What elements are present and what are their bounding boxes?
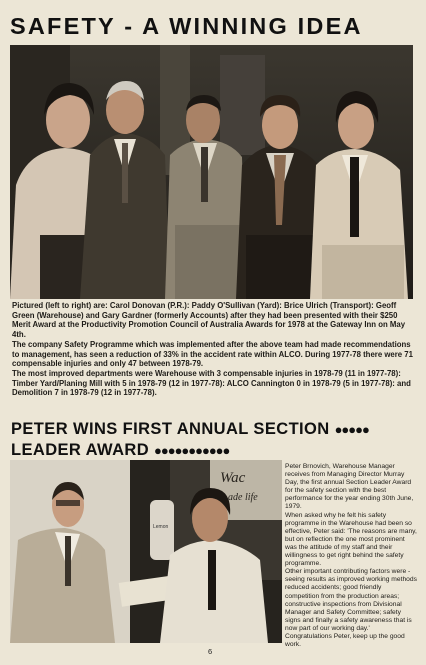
article-headline: SAFETY - A WINNING IDEA (10, 13, 363, 39)
caption-paragraph: The company Safety Programme which was implemented after the above team had made recommendations to management, has seen a reduction of 33% in the accident rate within ALCO. During 1977-78 there were 71 compensable injuries and only 47 between 1978-79. (12, 339, 413, 369)
sign-text: Wac (220, 470, 246, 486)
award-story (285, 463, 417, 649)
story-paragraph: Congratulations Peter, keep up the good work. (285, 632, 405, 649)
section-award-headline (11, 419, 417, 461)
bottle-display (150, 500, 174, 560)
sign-subtext: ade life (228, 492, 258, 503)
bullet-dots: ●●●●●●●●●●● (154, 443, 230, 458)
award-photo (10, 460, 282, 643)
headline-text: LEADER AWARD (11, 441, 150, 459)
photo-caption (12, 301, 415, 398)
bottle-label: Lemon (153, 524, 169, 530)
headline-line-2 (11, 440, 417, 461)
caption-paragraph: The most improved departments were Warehouse with 3 compensable injuries in 1978-79 (11 in 1977-78): Timber Yard/Planing Mill with 5 in 1978-79 (12 in 1977-78): ALCO Cannington 0 in 1978-79 (5 in 1977-78): and Demolition 7 in 1978-79 (12 in 1977-78). (12, 368, 411, 398)
story-paragraph: When asked why he felt his safety programme in the Warehouse had been so effective, Peter said: 'The reasons are many, but on reflection the one most prominent was the attitude of my staff and their willingness to get right behind the safety programme. (285, 511, 417, 568)
group-photo (10, 45, 413, 299)
headline-text: PETER WINS FIRST ANNUAL SECTION (11, 420, 330, 438)
caption-paragraph: Pictured (left to right) are: Carol Donovan (P.R.): Paddy O'Sullivan (Yard): Brice Ulrich (Transport): Geoff Green (Warehouse) and Gary Gardner (formerly Accounts) after they had been presented with their $250 Merit Award at the Productivity Promotion Council of Australia Awards for 1978 at the Gateway Inn on May 4th. (12, 301, 406, 340)
story-paragraph: Peter Brnovich, Warehouse Manager receives from Managing Director Murray Day, the first annual Section Leader Award for the safety section with the best performance for the year ending 30th June, 1979. (285, 463, 414, 511)
headline-line-1 (11, 419, 417, 440)
page-number: 6 (208, 647, 213, 656)
story-paragraph: Other important contributing factors were - seeing results as improved working methods reduced accidents; good friendly competition from the production areas; constructive inspections from Divisional Manager and Safety Committee; safety signs and finally a safety awareness that is now part of our working day.' (285, 568, 417, 632)
bullet-dots: ●●●●● (334, 422, 369, 437)
